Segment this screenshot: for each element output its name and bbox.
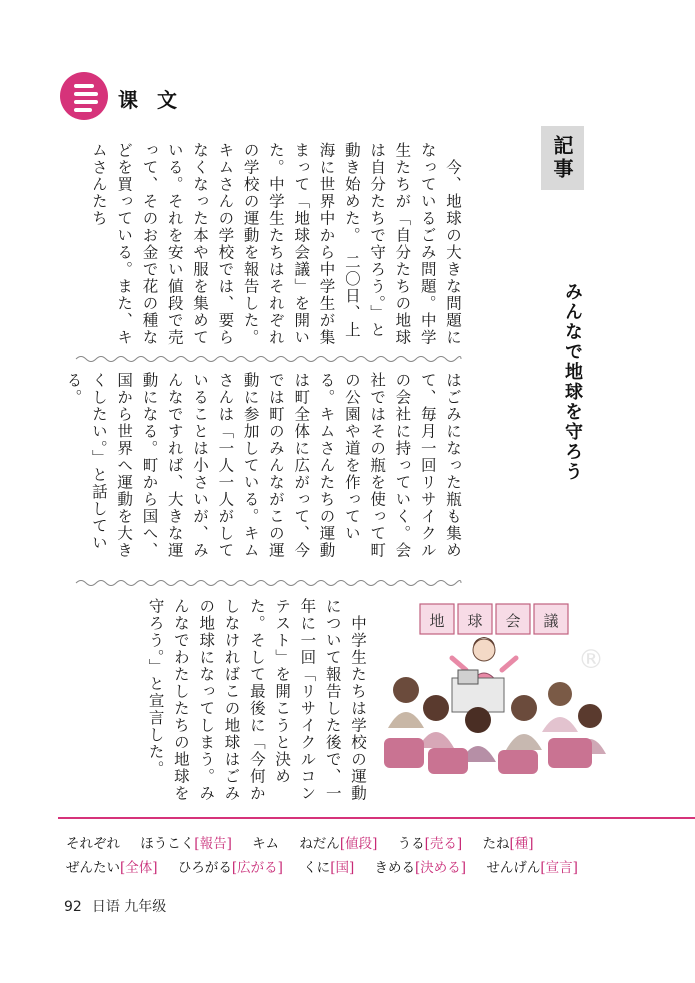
earth-conference-illustration — [378, 598, 610, 774]
vocab-kanji: [全体] — [120, 860, 158, 876]
vocabulary-row — [66, 832, 550, 852]
vocab-kanji: [広がる] — [231, 860, 283, 876]
vocab-reading: たね — [482, 836, 510, 852]
vocab-reading: きめる — [374, 860, 416, 876]
page-number: 92 — [64, 899, 82, 915]
lesson-header — [60, 72, 260, 132]
article-tag: 記事 — [541, 126, 584, 190]
article-section-2: はごみになった瓶も集めて、毎月一回リサイクルの会社に持っていく。会社ではその瓶を使って町の公園や道を作っている。キムさんたちの運動は町全体に広がって、今では町のみんながこの運動に参加している。キムさんは「一人一人がしていることは小さいが、みんなですれば、大きな運動になる。町から国へ、国から世界へ運動を大きくしたい。」と話している。 — [64, 372, 462, 559]
vocab-reading: うる — [397, 836, 425, 852]
lesson-badge-icon — [60, 72, 108, 120]
wave-divider-1 — [76, 354, 461, 364]
vocab-reading: それぞれ — [66, 836, 120, 852]
vocab-item — [140, 832, 232, 852]
vocab-kanji: [売る] — [424, 836, 463, 852]
vocab-item — [66, 832, 120, 852]
vocab-item — [66, 856, 158, 876]
vocab-kanji: [値段] — [339, 836, 378, 852]
article-title: みんなで地球を守ろう — [562, 282, 583, 482]
vocab-item — [398, 832, 463, 852]
vocab-kanji: [宣言] — [540, 860, 578, 876]
vocab-item — [252, 832, 279, 852]
vocab-reading: ぜんたい — [66, 860, 120, 876]
vocab-item — [486, 856, 578, 876]
vocab-kanji: [決める] — [415, 860, 467, 876]
banner-char: 地 — [429, 612, 445, 630]
laptop-icon — [458, 670, 478, 684]
book-title: 日语 九年级 — [91, 899, 167, 915]
vocab-reading: せんげん — [486, 860, 541, 876]
watermark-mark: ® — [578, 645, 604, 675]
wave-divider-2 — [76, 578, 461, 588]
vocab-item — [303, 856, 354, 876]
vocab-item — [483, 832, 534, 852]
vocab-reading: ほうこく — [140, 836, 195, 852]
vocabulary-row — [66, 856, 594, 876]
article-section-3: 中学生たちは学校の運動について報告した後で、一年に一回「リサイクルコンテスト」を開こうと決めた。そして最後に「今何かしなければこの地球はごみの地球になってしまう。みんなでわたしたちの地球を守ろう。」と宣言した。 — [146, 598, 367, 802]
banner-char: 議 — [543, 612, 559, 630]
lesson-title: 课 文 — [118, 88, 183, 112]
vocabulary-divider — [58, 817, 695, 819]
vocab-reading: キム — [252, 836, 280, 852]
vocab-item — [375, 856, 467, 876]
banner-char: 会 — [505, 612, 521, 630]
vocab-kanji: [国] — [330, 860, 355, 876]
vocab-item — [299, 832, 377, 852]
article-section-1: 今、地球の大きな問題になっているごみ問題。中学生たちが「自分たちの地球は自分たちで守ろう。」と動き始めた。 二〇日、上海に世界中から中学生が集まって「地球会議」を開いた。中学生たちはそれぞれの学校の運動を報告した。キムさんの学校では、要らなくなった本や服を集めている。それを安い値段で売って、そのお金で花の種などを買っている。また、キムさんたち — [89, 142, 462, 346]
vocab-reading: ねだん — [299, 836, 340, 852]
banner-char: 球 — [467, 612, 483, 630]
vocab-kanji: [報告] — [194, 836, 232, 852]
vocab-kanji: [種] — [509, 836, 534, 852]
vocab-reading: ひろがる — [177, 860, 232, 876]
vocab-item — [178, 856, 283, 876]
vocab-reading: くに — [303, 860, 331, 876]
page-footer — [64, 896, 166, 916]
